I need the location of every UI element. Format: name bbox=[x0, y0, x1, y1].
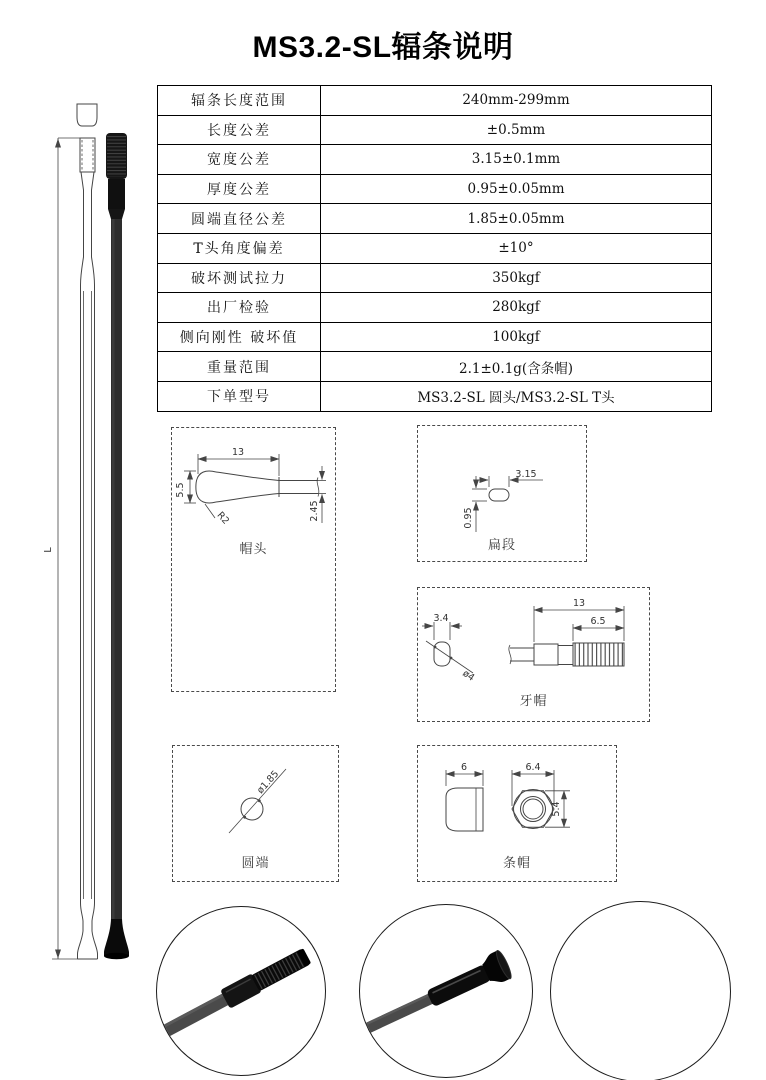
spec-label-cell: 侧向刚性 破坏值 bbox=[158, 322, 321, 352]
detail-box-round-end bbox=[172, 745, 339, 882]
spec-label-cell: 宽度公差 bbox=[158, 145, 321, 175]
spec-label-cell: 出厂检验 bbox=[158, 293, 321, 323]
table-row bbox=[158, 293, 712, 323]
spec-value-cell: 0.95±0.05mm bbox=[321, 174, 712, 204]
spec-value-cell: MS3.2-SL 圆头/MS3.2-SL T头 bbox=[321, 381, 712, 411]
box-label-round-end: 圆端 bbox=[241, 856, 270, 871]
spoke-outline-drawing bbox=[78, 138, 98, 959]
spec-value-cell: 100kgf bbox=[321, 322, 712, 352]
table-row bbox=[158, 204, 712, 234]
photo-circle-thread-end bbox=[156, 906, 326, 1076]
spec-value-cell: 350kgf bbox=[321, 263, 712, 293]
length-label: L bbox=[43, 547, 54, 553]
dim-nipple-width: 6.4 bbox=[525, 762, 541, 773]
table-row bbox=[158, 145, 712, 175]
table-row bbox=[158, 263, 712, 293]
spec-label-cell: 辐条长度范围 bbox=[158, 86, 321, 116]
dim-flat-thickness: 0.95 bbox=[463, 507, 474, 529]
spec-value-cell: 2.1±0.1g(含条帽) bbox=[321, 352, 712, 382]
box-label-thread-cap: 牙帽 bbox=[519, 694, 548, 709]
table-row bbox=[158, 322, 712, 352]
box-label-cap-head: 帽头 bbox=[239, 542, 268, 557]
spec-table bbox=[157, 85, 712, 412]
spec-label-cell: 破坏测试拉力 bbox=[158, 263, 321, 293]
spec-label-cell: 重量范围 bbox=[158, 352, 321, 382]
spec-label-cell: 厚度公差 bbox=[158, 174, 321, 204]
dim-nipple-height: 5.4 bbox=[551, 801, 562, 817]
spec-value-cell: 1.85±0.05mm bbox=[321, 204, 712, 234]
thread-end-photo bbox=[157, 907, 325, 1075]
box-label-flat-section: 扁段 bbox=[487, 538, 516, 553]
spec-label-cell: T头角度偏差 bbox=[158, 233, 321, 263]
detail-box-nipple bbox=[417, 745, 617, 882]
length-dimension bbox=[43, 138, 97, 959]
detail-box-cap-head bbox=[171, 427, 336, 692]
spoke-photo bbox=[104, 133, 129, 959]
table-row bbox=[158, 233, 712, 263]
dim-flat-width: 3.15 bbox=[515, 469, 537, 480]
page-title: MS3.2-SL辐条说明 bbox=[252, 31, 514, 64]
dim-round-diameter: ø1.85 bbox=[255, 768, 282, 797]
box-label-nipple: 条帽 bbox=[502, 856, 531, 871]
dim-cap-height: 5.5 bbox=[175, 482, 186, 498]
dim-cap-thickness: 2.45 bbox=[309, 500, 320, 522]
spec-value-cell: 240mm-299mm bbox=[321, 86, 712, 116]
flat-section-drawing bbox=[418, 426, 586, 536]
table-row bbox=[158, 86, 712, 116]
dim-thread-diameter: ø4 bbox=[460, 668, 477, 684]
dim-thread-total: 13 bbox=[572, 598, 586, 609]
table-row bbox=[158, 174, 712, 204]
nipple-drawing bbox=[418, 746, 616, 851]
round-end-drawing bbox=[173, 746, 338, 851]
spec-value-cell: ±10° bbox=[321, 233, 712, 263]
spec-label-cell: 圆端直径公差 bbox=[158, 204, 321, 234]
head-end-photo bbox=[360, 905, 532, 1077]
detail-box-flat-section bbox=[417, 425, 587, 562]
table-row bbox=[158, 381, 712, 411]
table-row bbox=[158, 115, 712, 145]
dim-thread-flats: 3.4 bbox=[433, 613, 449, 624]
spec-value-cell: 3.15±0.1mm bbox=[321, 145, 712, 175]
spec-label-cell: 长度公差 bbox=[158, 115, 321, 145]
thread-cap-drawing bbox=[418, 588, 649, 688]
photo-circle-head-end bbox=[359, 904, 533, 1078]
table-row bbox=[158, 352, 712, 382]
spec-value-cell: 280kgf bbox=[321, 293, 712, 323]
dim-nipple-length: 6 bbox=[460, 762, 468, 773]
dim-thread-length: 6.5 bbox=[590, 616, 606, 627]
photo-circle-empty bbox=[550, 901, 731, 1080]
spec-label-cell: 下单型号 bbox=[158, 381, 321, 411]
detail-box-thread-cap bbox=[417, 587, 650, 722]
dim-cap-radius: R2 bbox=[214, 509, 232, 527]
spec-value-cell: ±0.5mm bbox=[321, 115, 712, 145]
dim-cap-length: 13 bbox=[231, 447, 245, 458]
nipple-outline bbox=[77, 104, 97, 126]
full-spoke-drawing bbox=[38, 95, 143, 975]
